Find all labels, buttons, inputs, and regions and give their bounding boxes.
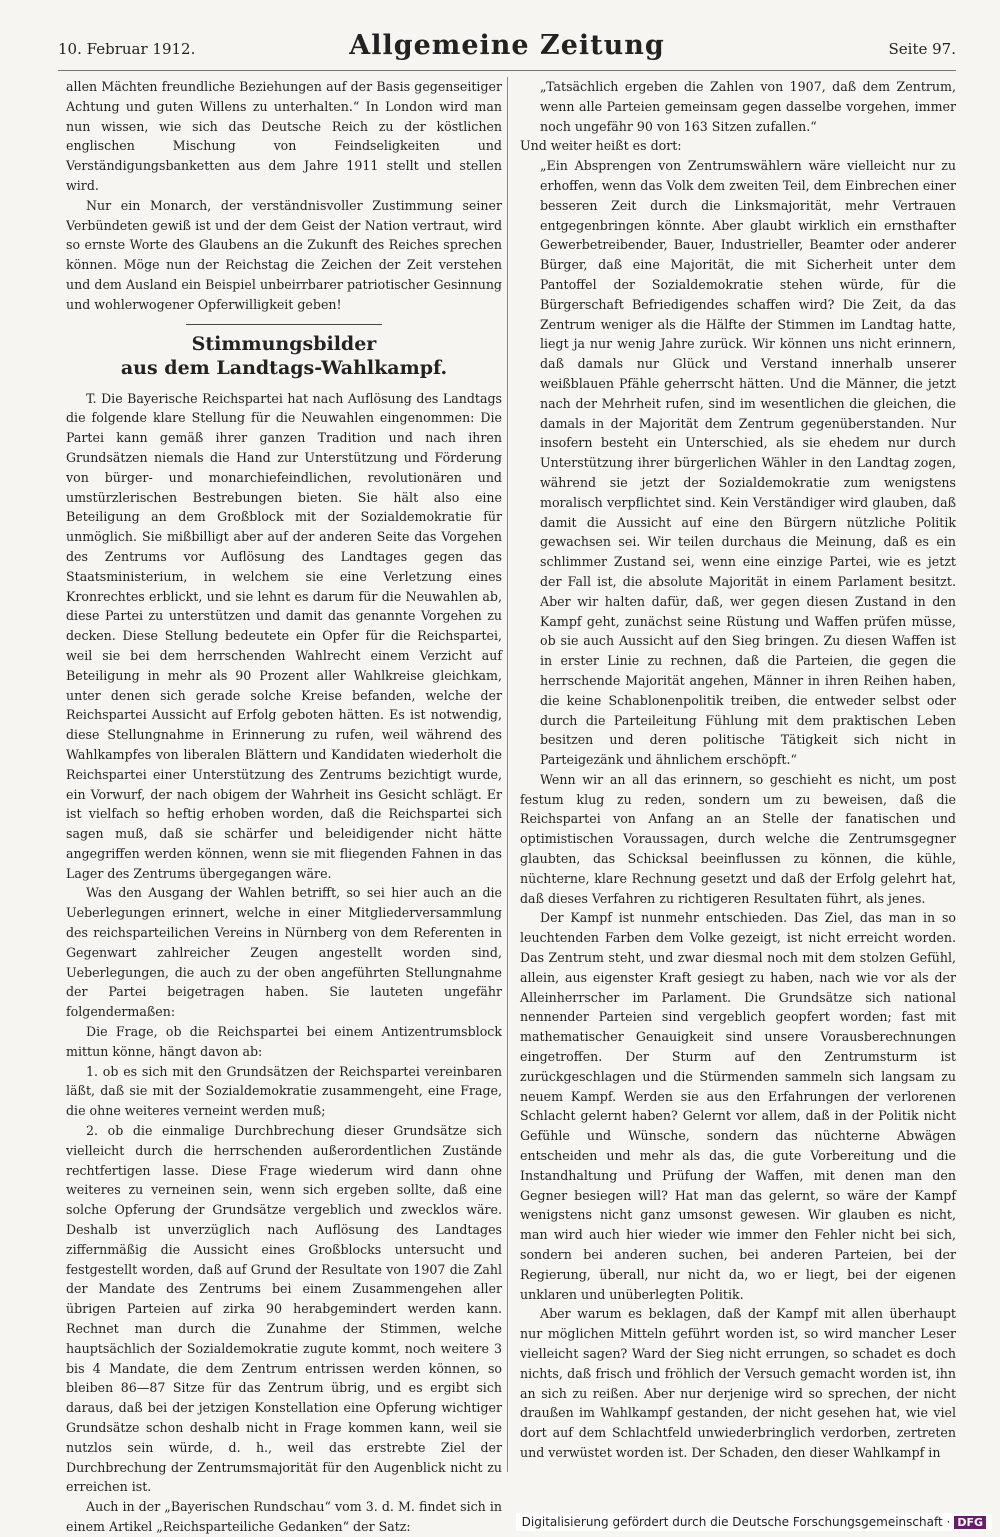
section-heading-line2: aus dem Landtags-Wahlkampf.: [120, 356, 448, 379]
article-paragraph: Was den Ausgang der Wahlen betrifft, so sei hier auch an die Ueberlegungen erinnert, welche in einer Mitgliederversammlung des reichsparteilichen Vereins in Nürnberg von dem Referenten in Gegenwart zahlreicher Zeugen angestellt worden sind, Ueberlegungen, die auch zu der oben angeführten Stellungnahme der Partei beigetragen haben. Sie lauteten ungefähr folgendermaßen:: [66, 885, 502, 1020]
article-paragraph: 2. ob die einmalige Durchbrechung dieser Grundsätze sich vielleicht durch die herrschenden außerordentlichen Zustände rechtfertigen lasse. Diese Frage wiederum wird dann ohne weiteres zu verneinen sein, wenn sich ergeben sollte, daß eine solche Opferung der Grundsätze vergeblich und zwecklos wäre. Deshalb ist unverzüglich nach Auflösung des Landtages ziffernmäßig die Aussicht eines Großblocks untersucht und festgestellt worden, daß auf Grund der Resultate von 1907 die Zahl der Mandate des Zentrums bei einem Zusammengehen aller übrigen Parteien auf zirka 90 herabgemindert werden kann. Rechnet man durch die Zunahme der Stimmen, welche hauptsächlich der Sozialdemokratie zugute kommt, noch weitere 3 bis 4 Mandate, die dem Zentrum entrissen werden können, so bleiben 86—87 Sitze für das Zentrum übrig, und es ergibt sich daraus, daß bei der jetzigen Konstellation eine Opferung wichtiger Grundsätze schon deshalb nicht in Frage kommen kann, weil sie nutzlos sein würde, d. h., weil das erstrebte Ziel der Durchbrechung der Zentrumsmajorität für den Augenblick nicht zu erreichen ist.: [66, 1123, 502, 1495]
block-quote: „Ein Absprengen von Zentrumswählern wäre vielleicht nur zu erhoffen, wenn das Volk dem zweiten Teil, dem Einbrechen einer besseren Zeit durch die Linksmajorität, mehr Vertrauen entgegenbringen könnte. Aber glaubt wirklich ein ernsthafter Gewerbetreibender, Bauer, Industrieller, Beamter oder anderer Bürger, daß eine Majorität, die mit Sicherheit unter dem Pantoffel der Sozialdemokratie stehen würde, für die Bürgerschaft Befriedigendes schaffen wird? Die Zeit, da das Zentrum weniger als die Hälfte der Stimmen im Landtag hatte, liegt ja nur wenig Jahre zurück. Wir können uns nicht erinnern, daß damals nur Glück und Verstand innerhalb unserer weißblauen Pfähle geherrscht hätten. Und die Männer, die jetzt nach der Mehrheit rufen, sind im wesentlichen die gleichen, die damals in der Majorität dem Zentrum gegenüberstanden. Nur insofern besteht ein Unterschied, als sie ehedem nur durch Unterstützung ihrer bürgerlichen Wähler in den Landtag zogen, während sie jetzt der Sozialdemokratie zum wenigstens moralisch verpflichtet sind. Kein Verständiger wird glauben, daß damit die Aussicht auf eine den Bürgern nützliche Politik gewachsen sei. Wir teilen durchaus die Meinung, daß es ein schlimmer Zustand sei, wenn eine einzige Partei, wie es jetzt der Fall ist, die absolute Majorität in einem Parlament besitzt. Aber wir halten dafür, daß, wer gegen diesen Zustand in den Kampf geht, zunächst seine Rüstung und Waffen prüfen müsse, ob sie auch Aussicht auf den Sieg bringen. Zu diesen Waffen ist in erster Linie zu rechnen, daß die Parteien, die gegen die herrschende Majorität angehen, Männer in ihren Reihen haben, die keine Schablonenpolitik treiben, die entweder selbst oder durch die Parteileitung Fühlung mit dem praktischen Leben besitzen und deren politische Tätigkeit sich nicht in Parteigezänk und ähnlichem erschöpft.“: [540, 158, 956, 768]
article-paragraph: Auch in der „Bayerischen Rundschau“ vom 3. d. M. findet sich in einem Artikel „Reichsparteiliche Gedanken“ der Satz:: [66, 1499, 502, 1534]
issue-date: 10. Februar 1912.: [58, 40, 196, 58]
article-paragraph: allen Mächten freundliche Beziehungen auf der Basis gegenseitiger Achtung und guten Willens zu unterhalten.“ In London wird man nun wissen, wie sich das Deutsche Reich zu der köstlichen englischen Mischung von Feindseligkeiten und Verständigungsbanketten aus dem Jahre 1911 stellt und stellen wird.: [66, 79, 502, 193]
right-column: [520, 77, 956, 1463]
article-paragraph: T. Die Bayerische Reichspartei hat nach Auflösung des Landtags die folgende klare Stellung für die Neuwahlen eingenommen: Die Partei kann gemäß ihrer ganzen Tradition und nach ihren Grundsätzen niemals die Hand zur Unterstützung und Förderung von bürger- und monarchiefeindlichen, revolutionären und umstürzlerischen Bestrebungen bieten. Sie hält also eine Beteiligung an dem Großblock mit der Sozialdemokratie für unmöglich. Sie mißbilligt aber auf der anderen Seite das Vorgehen des Zentrums vor Auflösung des Landtages gegen das Staatsministerium, in welchem sie eine Verletzung eines Kronrechtes erblickt, und sie lehnt es darum für die Neuwahlen ab, diese Partei zu unterstützen und damit das genannte Vorgehen zu decken. Diese Stellung bedeutete ein Opfer für die Reichspartei, weil sie bei dem herrschenden Wahlrecht einem Verzicht auf Beteiligung in mehr als 90 Prozent aller Wahlkreise gleichkam, unter denen sich gerade solche Kreise befanden, welche der Reichspartei Aussicht auf Erfolg geboten hätten. Es ist notwendig, diese Stellungnahme in Erinnerung zu rufen, weil während des Wahlkampfes von liberalen Blättern und Kandidaten wiederholt die Reichspartei einer Unterstützung des Zentrums bezichtigt wurde, ein Vorwurf, der nach obigem der Wahrheit ins Gesicht schlägt. Er ist vielfach so heftig erhoben worden, daß die Reichspartei sich sagen muß, daß sie schärfer und beleidigender nicht hätte angegriffen werden können, wenn sie mit fliegenden Fahnen in das Lager des Zentrums übergegangen wäre.: [66, 390, 502, 881]
section-heading-line1: Stimmungsbilder: [191, 332, 377, 355]
article-paragraph: Und weiter heißt es dort:: [520, 138, 682, 154]
section-heading: [66, 332, 502, 380]
left-column: [66, 77, 502, 1537]
page-number: Seite 97.: [888, 40, 956, 58]
article-paragraph: Aber warum es beklagen, daß der Kampf mit allen überhaupt nur möglichen Mitteln geführt worden ist, so wird mancher Leser vielleicht sagen? Ward der Sieg nicht errungen, so schadet es doch nichts, daß frisch und fröhlich der Versuch gemacht worden ist, ihn an sich zu reißen. Aber nur derjenige wird so sprechen, der nicht draußen im Wahlkampf gestanden, der nicht gesehen hat, wie viel dort auf dem Schlachtfeld unwiederbringlich verdorben, zertreten und verwüstet worden ist. Der Schaden, den dieser Wahlkampf in: [520, 1306, 956, 1460]
article-paragraph: Wenn wir an all das erinnern, so geschieht es nicht, um post festum klug zu reden, sondern um zu beweisen, daß die Reichspartei von Anfang an an Stelle der fanatischen und optimistischen Voraussagen, durch welche die Zentrumsgegner glaubten, das Schicksal beeinflussen zu können, die kühle, nüchterne, klare Rechnung gesetzt und daß der Erfolg gelehrt hat, daß dieses Verfahren zu richtigeren Resultaten führt, als jenes.: [520, 771, 956, 906]
block-quote: „Tatsächlich ergeben die Zahlen von 1907, daß dem Zentrum, wenn alle Parteien gemeinsam gegen dasselbe vorgehen, immer noch ungefähr 90 von 163 Sitzen zufallen.“: [540, 79, 956, 134]
article-paragraph: Die Frage, ob die Reichspartei bei einem Antizentrumsblock mittun könne, hängt davon ab:: [66, 1024, 502, 1059]
dfg-logo: DFG: [954, 1516, 986, 1529]
newspaper-title: Allgemeine Zeitung: [349, 30, 665, 61]
digitization-credit: [516, 1513, 992, 1531]
credit-text: Digitalisierung gefördert durch die Deutsche Forschungsgemeinschaft ·: [521, 1515, 951, 1529]
page-header: [58, 30, 956, 71]
section-divider: [186, 324, 382, 325]
article-paragraph: Der Kampf ist nunmehr entschieden. Das Ziel, das man in so leuchtenden Farben dem Volke gezeigt, ist nicht erreicht worden. Das Zentrum steht, und zwar diesmal noch mit dem stolzen Gefühl, allein, aus eigenster Kraft gesiegt zu haben, nach wie vor als der Alleinherrscher im Parlament. Die Grundsätze sich national nennender Parteien sind vergeblich geopfert worden; fast mit mathematischer Genauigkeit sind unsere Vorausberechnungen eingetroffen. Der Sturm auf den Zentrumsturm ist zurückgeschlagen und die Stürmenden sammeln sich langsam zu neuem Kampf. Werden sie aus den Erfahrungen der verlorenen Schlacht gelernt haben? Gelernt vor allem, daß in der Politik nicht Gefühle und Wünsche, sondern das nüchterne Abwägen entscheiden und mehr als das, die gute Vorbereitung und die Instandhaltung und Prüfung der Waffen, mit denen man den Gegner besiegen will? Hat man das gelernt, so wäre der Kampf wenigstens nicht ganz umsonst gewesen. Wir glauben es nicht, man wird auch hier wieder wie immer den Fehler nicht bei sich, sondern bei anderen suchen, bei anderen Parteien, bei der Regierung, überall, nur nicht da, wo er liegt, bei der eigenen unklaren und unüberlegten Politik.: [520, 910, 956, 1302]
column-divider: [507, 77, 508, 1472]
article-paragraph: 1. ob es sich mit den Grundsätzen der Reichspartei vereinbaren läßt, daß sie mit der Sozialdemokratie zusammengeht, eine Frage, die ohne weiteres verneint werden muß;: [66, 1063, 502, 1119]
article-paragraph: Nur ein Monarch, der verständnisvoller Zustimmung seiner Verbündeten gewiß ist und der dem Geist der Nation vertraut, wird so ernste Worte des Glaubens an die Zukunft des Reiches sprechen können. Möge nun der Reichstag die Zeichen der Zeit verstehen und dem Ausland ein Beispiel unbeirrbarer patriotischer Gesinnung und wohlerwogener Opferwilligkeit geben!: [66, 197, 502, 312]
